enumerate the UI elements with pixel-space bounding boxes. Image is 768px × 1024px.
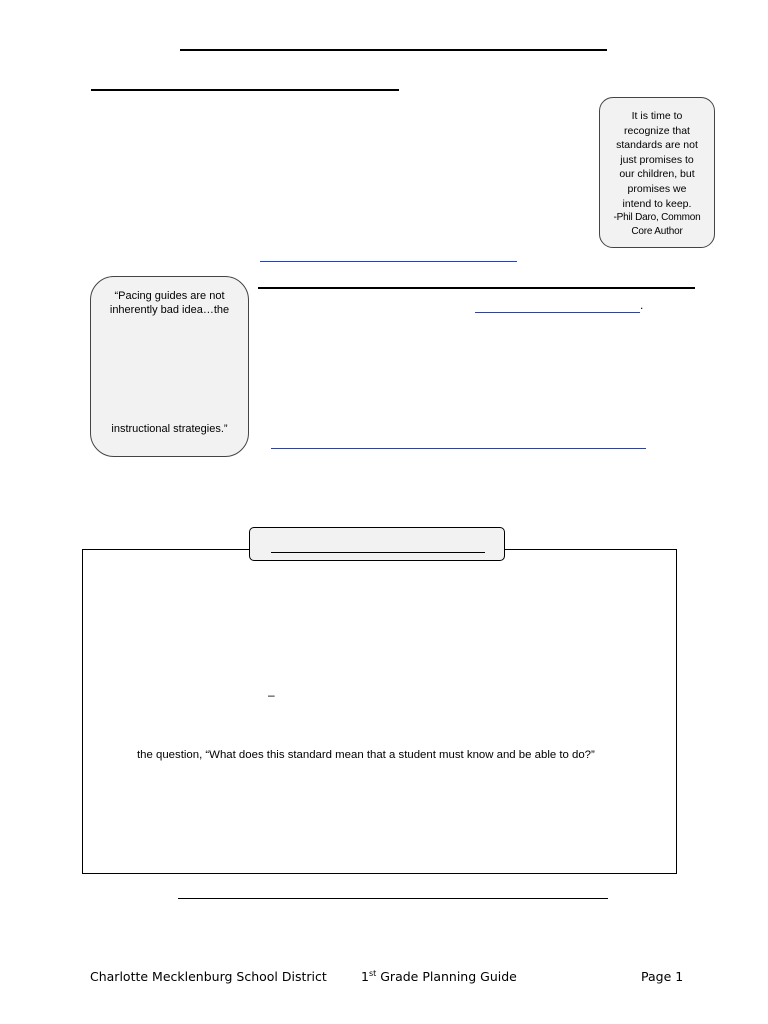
- footer-guide-label: Grade Planning Guide: [376, 969, 517, 984]
- footer-guide-title: [361, 969, 517, 984]
- footer-grade-number: 1: [361, 969, 369, 984]
- hyperlink-underline[interactable]: [260, 261, 517, 262]
- frame-heading-rule: [271, 552, 485, 553]
- daro-quote-line: standards are not: [616, 139, 698, 152]
- dash-mark: –: [268, 688, 275, 702]
- footer-grade-suffix: st: [368, 969, 377, 978]
- daro-quote-callout: [599, 97, 715, 248]
- footer-page-number: Page 1: [641, 969, 684, 984]
- pacing-quote-line: inherently bad idea…the: [109, 304, 230, 316]
- pacing-quote-line: “Pacing guides are not: [114, 290, 225, 302]
- page-title-rule: [180, 49, 607, 51]
- content-frame: [82, 549, 677, 874]
- daro-quote-line: intend to keep.: [622, 197, 692, 210]
- daro-quote-attribution: -Phil Daro, Common: [613, 212, 701, 224]
- section-heading-rule: [91, 89, 399, 91]
- frame-heading-tab: [249, 527, 505, 561]
- sentence-period: .: [640, 298, 644, 312]
- subsection-heading-rule: [258, 287, 695, 289]
- daro-quote-line: recognize that: [624, 124, 690, 137]
- daro-quote-attribution: Core Author: [631, 226, 683, 238]
- daro-quote-line: just promises to: [620, 153, 694, 166]
- daro-quote-line: It is time to: [631, 110, 683, 122]
- pacing-quote-callout: [90, 276, 249, 457]
- standard-question-text: the question, “What does this standard mean that a student must know and be able to do?”: [137, 749, 595, 761]
- hyperlink-underline[interactable]: [475, 312, 640, 313]
- bottom-rule: [178, 898, 608, 899]
- pacing-quote-closing: instructional strategies.”: [111, 423, 228, 435]
- hyperlink-underline[interactable]: [271, 448, 646, 449]
- daro-quote-line: promises we: [627, 182, 687, 195]
- footer-district: Charlotte Mecklenburg School District: [90, 969, 327, 984]
- daro-quote-line: our children, but: [619, 168, 695, 181]
